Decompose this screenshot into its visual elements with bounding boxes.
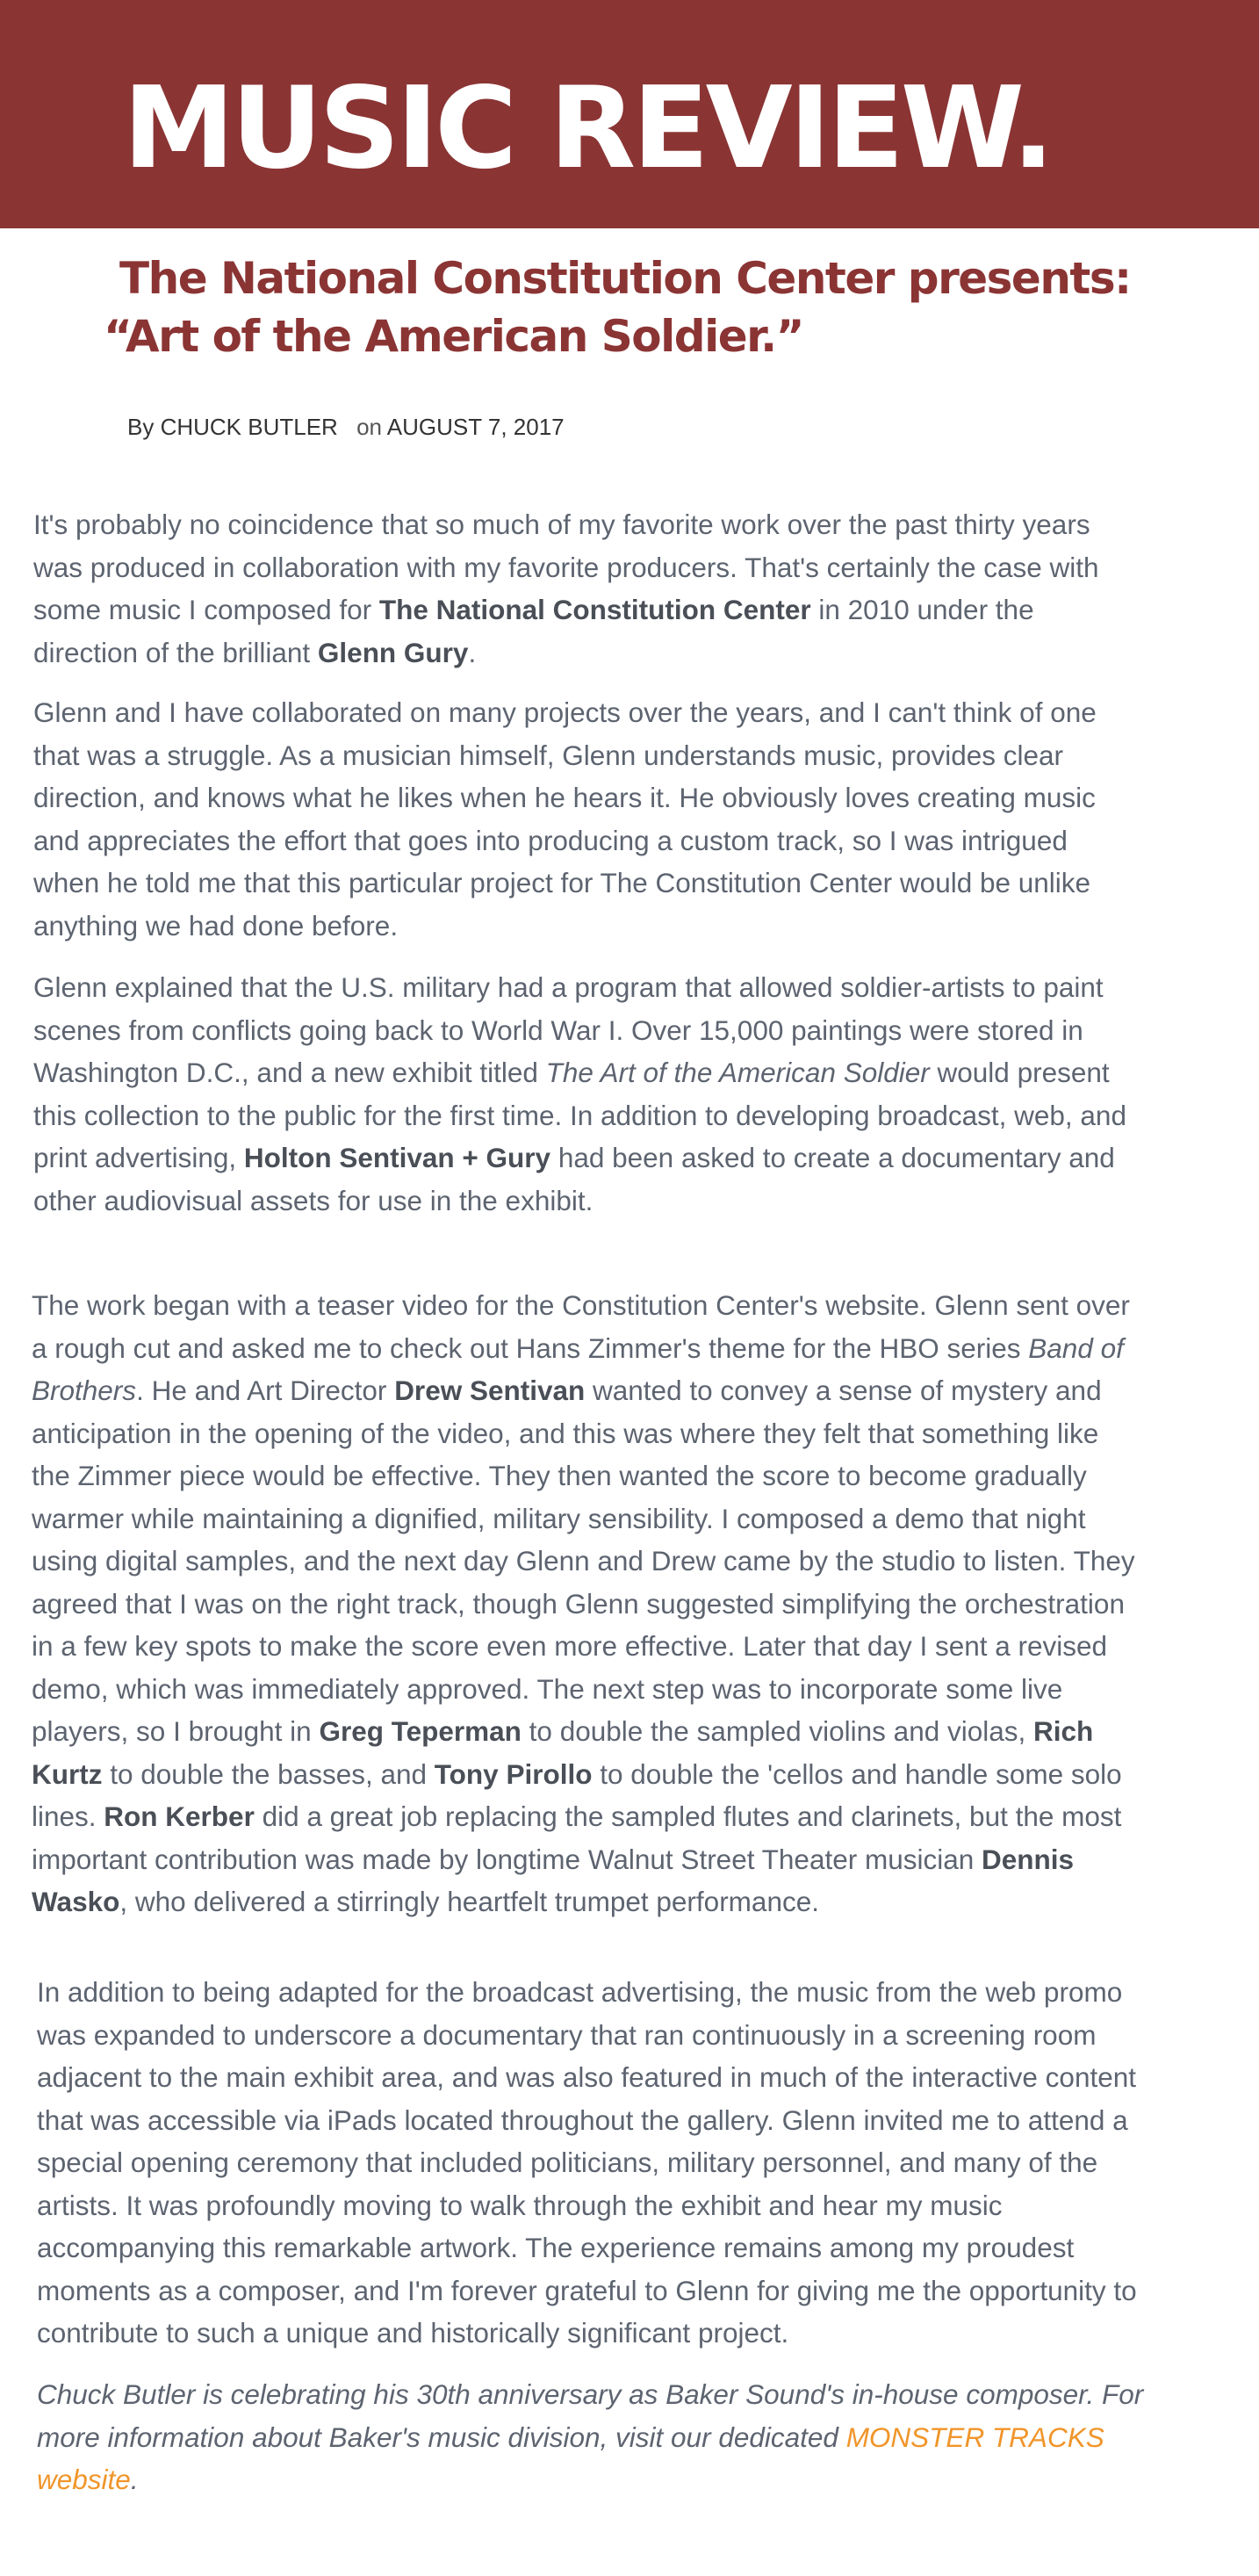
text-line [33, 588, 1099, 631]
bold-text: Holton Sentivan + Gury [243, 1142, 551, 1173]
text-run: . [468, 636, 477, 668]
author-name: CHUCK BUTLER [160, 414, 338, 440]
text-run: lines. [32, 1800, 104, 1832]
bold-text: Ron Kerber [104, 1800, 255, 1832]
text-line [33, 1051, 1126, 1094]
text-line: was produced in collaboration with my favorite producers. That's certainly the case with [33, 551, 1099, 583]
bold-text: Greg Teperman [319, 1715, 522, 1747]
text-line: Chuck Butler is celebrating his 30th anniversary as Baker Sound's in-house composer. For [37, 2378, 1144, 2410]
paragraph-exhibit [33, 966, 1126, 1222]
text-run: Washington D.C., and a new exhibit titled [33, 1057, 546, 1088]
paragraph-outcome [37, 1971, 1137, 2355]
text-run: players, so I brought in [32, 1715, 320, 1747]
header-banner [0, 0, 1259, 228]
text-line [32, 1838, 1135, 1881]
publish-date: AUGUST 7, 2017 [386, 414, 565, 440]
text-line [33, 1136, 1126, 1180]
text-run: in 2010 under the [810, 594, 1034, 625]
text-run: more information about Baker's music division, visit our dedicated [37, 2421, 846, 2453]
text-line: In addition to being adapted for the broadcast advertising, the music from the web promo [37, 1976, 1123, 2008]
text-run: . [130, 2464, 139, 2495]
bold-text: Wasko [32, 1886, 120, 1917]
italic-text: Band of [1028, 1331, 1124, 1364]
text-line: Glenn and I have collaborated on many projects over the years, and I can't think of one [33, 696, 1097, 728]
bold-text: Drew Sentivan [394, 1375, 586, 1406]
text-line: Glenn explained that the U.S. military had a program that allowed soldier-artists to paint [33, 971, 1104, 1003]
text-line: this collection to the public for the first time. In addition to developing broadcast, web, and [33, 1099, 1126, 1131]
monster-tracks-link[interactable]: MONSTER TRACKS [845, 2421, 1104, 2453]
text-run: to double the sampled violins and violas, [521, 1715, 1034, 1747]
text-line: agreed that I was on the right track, though Glenn suggested simplifying the orchestration [32, 1587, 1125, 1620]
text-run: direction of the brilliant [33, 636, 318, 668]
monster-tracks-link[interactable]: website [37, 2464, 131, 2495]
text-line: in a few key spots to make the score even more effective. Later that day I sent a revised [32, 1630, 1108, 1662]
text-line: other audiovisual assets for use in the exhibit. [33, 1184, 594, 1216]
text-line: when he told me that this particular project for The Constitution Center would be unlike [33, 867, 1091, 898]
bold-text: Dennis [982, 1843, 1075, 1875]
text-run: , who delivered a stirringly heartfelt trumpet performance. [119, 1886, 819, 1917]
section-title: MUSIC REVIEW. [123, 63, 1052, 194]
text-line: contribute to such a unique and historically significant project. [37, 2317, 789, 2349]
text-run: had been asked to create a documentary and [550, 1142, 1115, 1173]
text-run: a rough cut and asked me to check out Hans Zimmer's theme for the HBO series [32, 1331, 1029, 1364]
text-line [32, 1369, 1135, 1412]
italic-text: Brothers [32, 1375, 137, 1406]
italic-text: The Art of the American Soldier [545, 1057, 930, 1088]
bold-text: The National Constitution Center [378, 594, 811, 625]
byline [127, 411, 565, 443]
bold-text: Tony Pirollo [434, 1757, 593, 1790]
text-run: wanted to convey a sense of mystery and [585, 1375, 1102, 1406]
text-line: demo, which was immediately approved. The next step was to incorporate some live [32, 1672, 1063, 1705]
byline-prefix: By [127, 414, 155, 440]
text-line [37, 2458, 1143, 2501]
text-line: special opening ceremony that included politicians, military personnel, and many of the [37, 2147, 1098, 2178]
text-line: that was a struggle. As a musician himself, Glenn understands music, provides clear [33, 739, 1064, 771]
text-line: the Zimmer piece would be effective. They then wanted the score to become gradually [32, 1460, 1087, 1491]
text-run: did a great job replacing the sampled flutes and clarinets, but the most [254, 1800, 1122, 1832]
text-line: adjacent to the main exhibit area, and was also featured in much of the interactive content [37, 2061, 1137, 2093]
bold-text: Glenn Gury [317, 636, 469, 668]
text-line [32, 1710, 1135, 1753]
text-line: was expanded to underscore a documentary that ran continuously in a screening room [37, 2018, 1097, 2051]
text-line [32, 1753, 1135, 1796]
bold-text: Kurtz [32, 1757, 103, 1790]
text-line: warmer while maintaining a dignified, military sensibility. I composed a demo that night [32, 1502, 1086, 1534]
text-line: artists. It was profoundly moving to walk through the exhibit and hear my music [37, 2189, 1003, 2221]
text-line: anything we had done before. [33, 909, 399, 942]
paragraph-intro [33, 503, 1099, 674]
headline-line: The National Constitution Center presents: [119, 253, 1131, 304]
text-line [32, 1880, 1135, 1923]
paragraph-collaboration [33, 691, 1097, 947]
text-line: moments as a composer, and I'm forever grateful to Glenn for giving me the opportunity to [37, 2274, 1137, 2306]
text-line: direction, and knows what he likes when he hears it. He obviously loves creating music [33, 782, 1096, 813]
text-line: anticipation in the opening of the video, and this was where they felt that something like [32, 1417, 1099, 1449]
text-line: scenes from conflicts going back to World War I. Over 15,000 paintings were stored in [33, 1014, 1083, 1046]
text-line: It's probably no coincidence that so much of my favorite work over the past thirty years [33, 509, 1090, 540]
text-line [32, 1327, 1135, 1370]
text-line: The work began with a teaser video for the Constitution Center's website. Glenn sent over [32, 1289, 1130, 1321]
bold-text: Rich [1033, 1715, 1094, 1747]
text-line: that was accessible via iPads located throughout the gallery. Glenn invited me to attend a [37, 2103, 1128, 2136]
article-headline [104, 249, 1210, 365]
text-run: to double the 'cellos and handle some solo [592, 1757, 1122, 1790]
paragraph-work [32, 1284, 1135, 1923]
text-run: important contribution was made by longtime Walnut Street Theater musician [32, 1843, 982, 1875]
text-line [33, 631, 1099, 675]
text-run: . He and Art Director [136, 1375, 395, 1406]
text-run: would present [929, 1057, 1110, 1088]
text-line: and appreciates the effort that goes into producing a custom track, so I was intrigued [33, 824, 1068, 856]
author-bio [37, 2373, 1143, 2501]
text-run: some music I composed for [33, 594, 379, 625]
text-line: using digital samples, and the next day Glenn and Drew came by the studio to listen. They [32, 1545, 1135, 1577]
text-line [32, 1795, 1135, 1838]
headline-line: “Art of the American Soldier.” [104, 311, 804, 362]
text-line: accompanying this remarkable artwork. The experience remains among my proudest [37, 2232, 1075, 2263]
date-prefix: on [356, 414, 382, 440]
text-run: to double the basses, and [102, 1757, 435, 1790]
text-run: print advertising, [33, 1142, 244, 1173]
text-line [37, 2416, 1143, 2459]
